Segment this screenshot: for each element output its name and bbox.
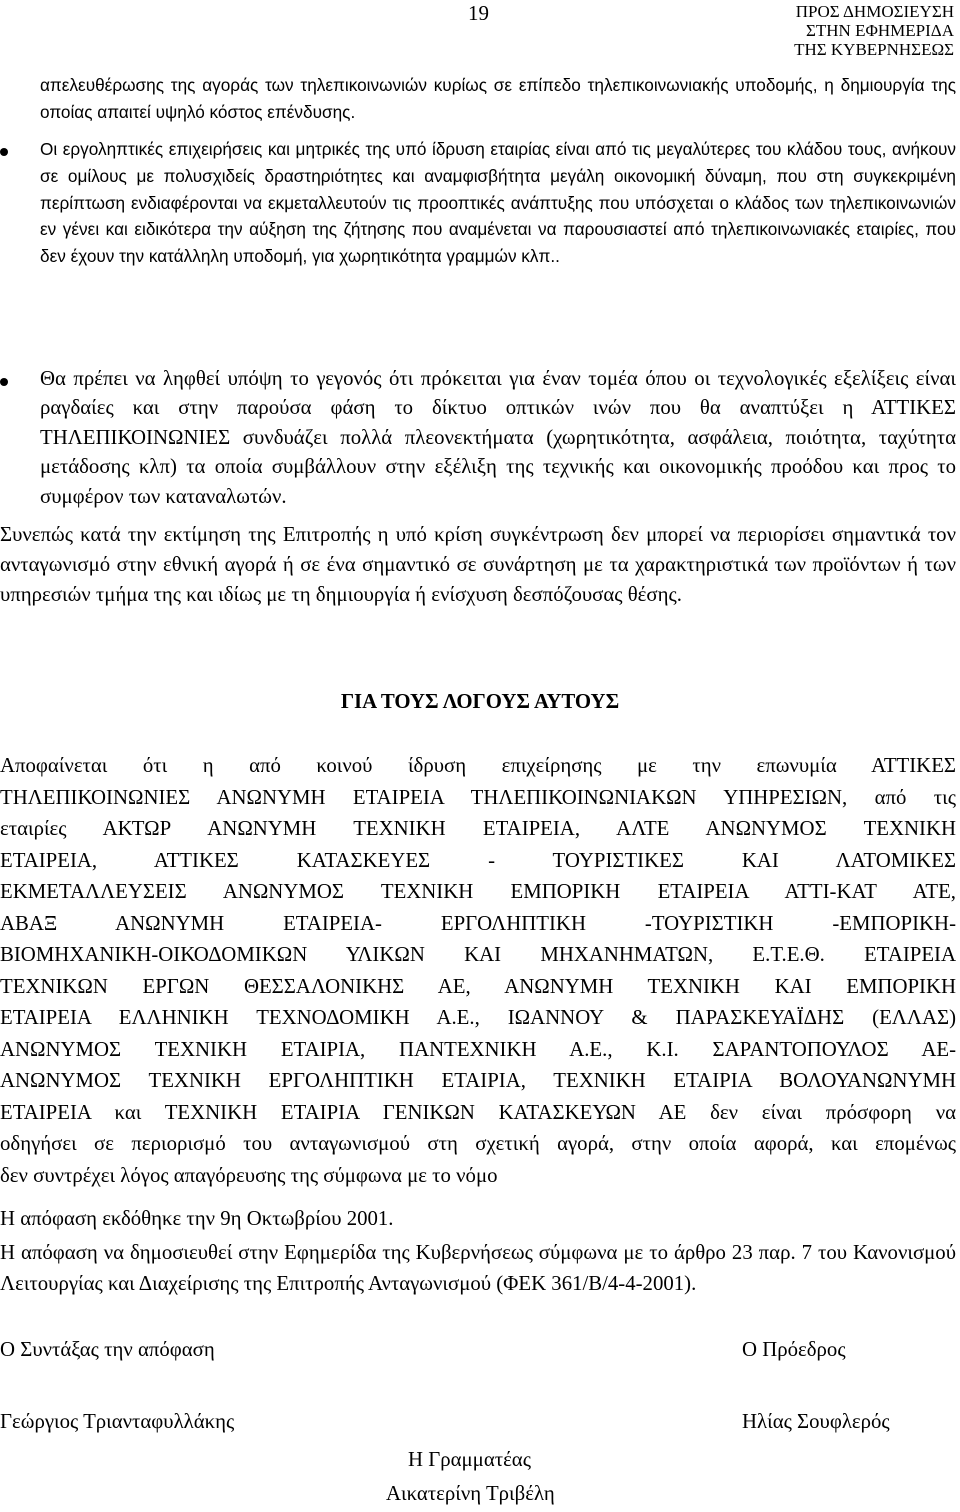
decision-line: ΑΝΩΝΥΜΟΣ ΤΕΧΝΙΚΗ ΕΡΓΟΛΗΠΤΙΚΗ ΕΤΑΙΡΙΑ, ΤΕΧΝΙΚΗ ΕΤΑΙΡΙΑ ΒΟΛΟΥΑΝΩΝΥΜΗ <box>0 1069 956 1092</box>
secretary-name: Αικατερίνη Τριβέλη <box>386 1482 555 1505</box>
publication-header-line-3: ΤΗΣ ΚΥΒΕΡΝΗΣΕΩΣ <box>794 40 954 59</box>
president-title: Ο Πρόεδρος <box>742 1338 846 1361</box>
bullet-paragraph-1: Οι εργοληπτικές επιχειρήσεις και μητρικές της υπό ίδρυση εταιρίας είναι από τις μεγαλύτερες του κλάδου τους, ανήκουν σε ομίλους με πολυσχιδείς δραστηριότητες και αναμφισβήτητα μεγάλη οικονομική δύναμη, που στη συγκεκριμένη περίπτωση ενδιαφέρονται να εκμεταλλευτούν τις προοπτικές ανάπτυξης που υπόσχεται ο κλάδος των τηλεπικοινωνιών εν γένει και ειδικότερα την αύξηση της ζήτησης που αναμένεται να παρουσιαστεί από τηλεπικοινωνιακές εταιρίες, που δεν έχουν την κατάλληλη υποδομή, για χωρητικότητα γραμμών κλπ.. <box>40 139 956 267</box>
decision-line: δεν συντρέχει λόγος απαγόρευσης της σύμφωνα με το νόμο <box>0 1163 498 1187</box>
issued-line: Η απόφαση εκδόθηκε την 9η Οκτωβρίου 2001. <box>0 1207 394 1230</box>
bullet-icon <box>0 148 8 156</box>
secretary-title: Η Γραμματέας <box>408 1448 531 1471</box>
decision-line: ΤΕΧΝΙΚΩΝ ΕΡΓΩΝ ΘΕΣΣΑΛΟΝΙΚΗΣ ΑΕ, ΑΝΩΝΥΜΗ ΤΕΧΝΙΚΗ ΚΑΙ ΕΜΠΟΡΙΚΗ <box>0 974 956 998</box>
publication-header <box>794 2 954 59</box>
publication-paragraph: Η απόφαση να δημοσιευθεί στην Εφημερίδα της Κυβερνήσεως σύμφωνα με το άρθρο 23 παρ. 7 του Κανονισμού Λειτουργίας και Διαχείρισης της Επιτροπής Ανταγωνισμού (ΦΕΚ 361/Β/4-4-2001). <box>0 1241 956 1295</box>
decision-line: ΕΤΑΙΡΕΙΑ ΕΛΛΗΝΙΚΗ ΤΕΧΝΟΔΟΜΙΚΗ Α.Ε., ΙΩΑΝΝΟΥ & ΠΑΡΑΣΚΕΥΑΪΔΗΣ (ΕΛΛΑΣ) <box>0 1006 956 1029</box>
decision-line: οδηγήσει σε περιορισμό του ανταγωνισμού στη σχετική αγορά, στην οποία αφορά, και επομένως <box>0 1132 956 1155</box>
publication-header-line-2: ΣΤΗΝ ΕΦΗΜΕΡΙΔΑ <box>806 21 954 40</box>
decision-line: ΕΚΜΕΤΑΛΛΕΥΣΕΙΣ ΑΝΩΝΥΜΟΣ ΤΕΧΝΙΚΗ ΕΜΠΟΡΙΚΗ ΕΤΑΙΡΕΙΑ ΑΤΤΙ-ΚΑΤ ΑΤΕ, <box>0 880 956 903</box>
decision-line: ΤΗΛΕΠΙΚΟΙΝΩΝΙΕΣ ΑΝΩΝΥΜΗ ΕΤΑΙΡΕΙΑ ΤΗΛΕΠΙΚΟΙΝΩΝΙΑΚΩΝ ΥΠΗΡΕΣΙΩΝ, από τις <box>0 785 956 809</box>
drafter-name: Γεώργιος Τριανταφυλλάκης <box>0 1410 235 1433</box>
decision-line: ΒΙΟΜΗΧΑΝΙΚΗ-ΟΙΚΟΔΟΜΙΚΩΝ ΥΛΙΚΩΝ ΚΑΙ ΜΗΧΑΝΗΜΑΤΩΝ, Ε.Τ.Ε.Θ. ΕΤΑΙΡΕΙΑ <box>0 943 956 966</box>
president-name: Ηλίας Σουφλερός <box>742 1410 890 1433</box>
bullet-icon <box>0 378 8 386</box>
publication-header-line-1: ΠΡΟΣ ΔΗΜΟΣΙΕΥΣΗ <box>795 2 954 21</box>
decision-line: εταιρίες ΑΚΤΩΡ ΑΝΩΝΥΜΗ ΤΕΧΝΙΚΗ ΕΤΑΙΡΕΙΑ, ΑΛΤΕ ΑΝΩΝΥΜΟΣ ΤΕΧΝΙΚΗ <box>0 817 956 840</box>
decision-line: Αποφαίνεται ότι η από κοινού ίδρυση επιχείρησης με την επωνυμία ΑΤΤΙΚΕΣ <box>0 754 956 777</box>
page-number: 19 <box>468 1 489 25</box>
drafter-title: Ο Συντάξας την απόφαση <box>0 1338 215 1361</box>
continuation-paragraph: απελευθέρωσης της αγοράς των τηλεπικοινωνιών κυρίως σε επίπεδο τηλεπικοινωνιακής υποδομής, η δημιουργία της οποίας απαιτεί υψηλό κόστος επένδυσης. <box>40 75 956 122</box>
conclusion-paragraph: Συνεπώς κατά την εκτίμηση της Επιτροπής η υπό κρίση συγκέντρωση δεν μπορεί να περιορίσει σημαντικά τον ανταγωνισμό στην εθνική αγορά ή σε ένα σημαντικό σε συνάρτηση με τα χαρακτηριστικά των προϊόντων ή των υπηρεσιών τμήμα της και ιδίως με τη δημιουργία ή ενίσχυση δεσπόζουσας θέσης. <box>0 523 956 606</box>
section-heading: ΓΙΑ ΤΟΥΣ ΛΟΓΟΥΣ ΑΥΤΟΥΣ <box>340 690 620 713</box>
decision-line: ΕΤΑΙΡΕΙΑ και ΤΕΧΝΙΚΗ ΕΤΑΙΡΙΑ ΓΕΝΙΚΩΝ ΚΑΤΑΣΚΕΥΩΝ ΑΕ δεν είναι πρόσφορη να <box>0 1100 956 1124</box>
decision-line: ΕΤΑΙΡΕΙΑ, ΑΤΤΙΚΕΣ ΚΑΤΑΣΚΕΥΕΣ - ΤΟΥΡΙΣΤΙΚΕΣ ΚΑΙ ΛΑΤΟΜΙΚΕΣ <box>0 848 956 872</box>
bullet-paragraph-2: Θα πρέπει να ληφθεί υπόψη το γεγονός ότι πρόκειται για έναν τομέα όπου οι τεχνολογικές εξελίξεις είναι ραγδαίες και στην παρούσα φάση το δίκτυο οπτικών ινών που θα αναπτύξει η ΑΤΤΙΚΕΣ ΤΗΛΕΠΙΚΟΙΝΩΝΙΕΣ συνδυάζει πολλά πλεονεκτήματα (χωρητικότητα, ασφάλεια, ποιότητα, ταχύτητα μετάδοσης κλπ) τα οποία συμβάλλουν στην εξέλιξη της τεχνικής και οικονομικής προόδου και προς το συμφέρον των καταναλωτών. <box>40 367 956 508</box>
decision-line: ΑΝΩΝΥΜΟΣ ΤΕΧΝΙΚΗ ΕΤΑΙΡΙΑ, ΠΑΝΤΕΧΝΙΚΗ Α.Ε., Κ.Ι. ΣΑΡΑΝΤΟΠΟΥΛΟΣ ΑΕ- <box>0 1037 956 1061</box>
decision-line: ΑΒΑΞ ΑΝΩΝΥΜΗ ΕΤΑΙΡΕΙΑ- ΕΡΓΟΛΗΠΤΙΚΗ -ΤΟΥΡΙΣΤΙΚΗ -ΕΜΠΟΡΙΚΗ- <box>0 911 956 935</box>
